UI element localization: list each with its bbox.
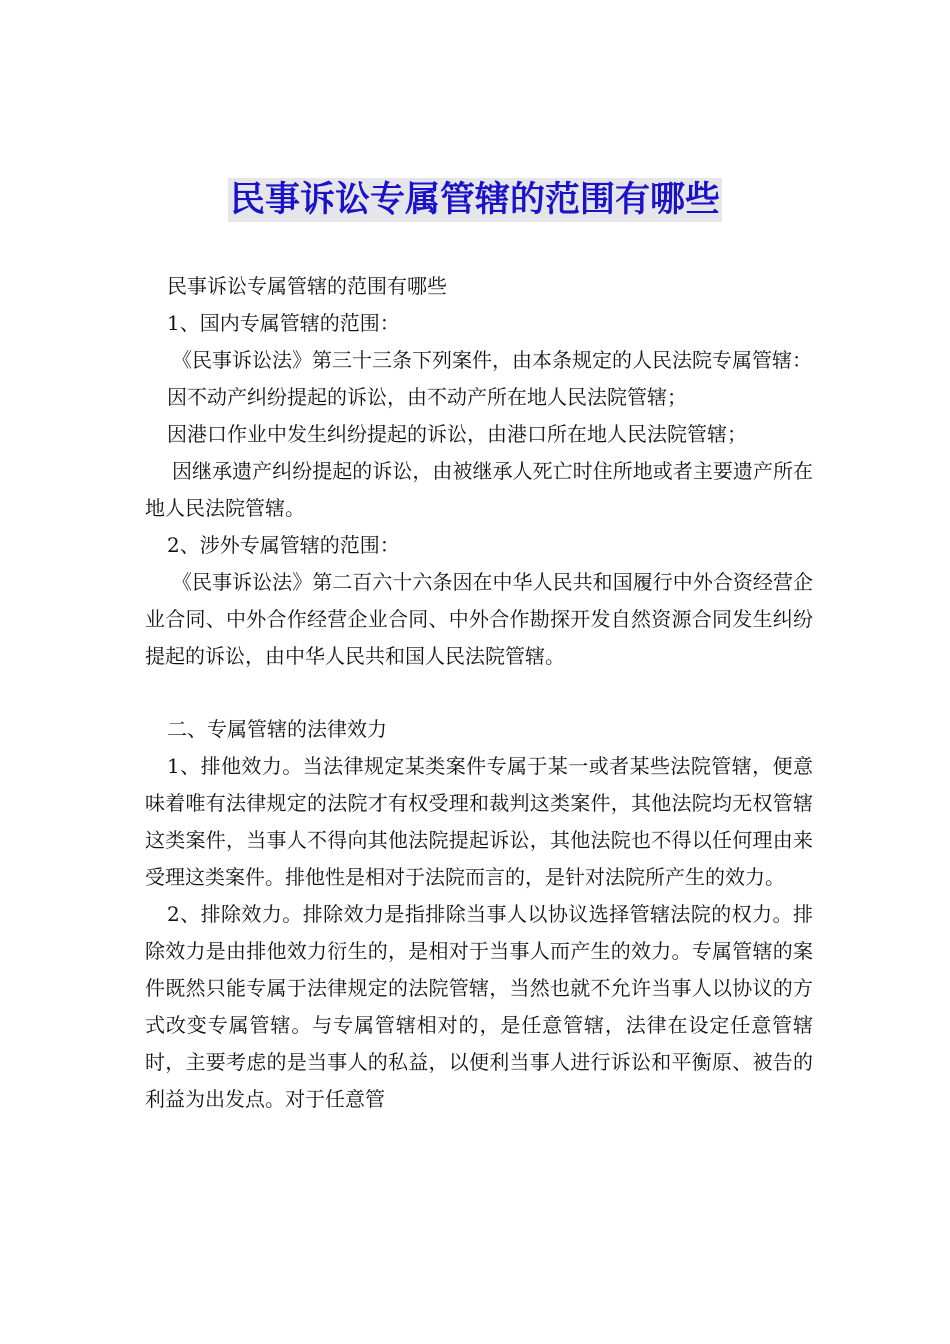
paragraph-foreign-scope: 2、涉外专属管辖的范围：: [167, 533, 400, 557]
paragraph-gap: [145, 675, 813, 711]
paragraph-real-estate: 因不动产纠纷提起的诉讼，由不动产所在地人民法院管辖；: [167, 385, 687, 409]
paragraph-article-266: 《民事诉讼法》第二百六十六条因在中华人民共和国履行中外合资经营企业合同、中外合作经营企业合同、中外合作勘探开发自然资源合同发生纠纷提起的诉讼，由中华人民共和国人民法院管辖。: [145, 570, 813, 668]
document-body: [145, 268, 813, 1118]
paragraph-inheritance: 因继承遗产纠纷提起的诉讼，由被继承人死亡时住所地或者主要遗产所在地人民法院管辖。: [145, 459, 813, 520]
paragraph-article-33: 《民事诉讼法》第三十三条下列案件，由本条规定的人民法院专属管辖：: [172, 348, 812, 372]
document-title: 民事诉讼专属管辖的范围有哪些: [229, 180, 720, 220]
paragraph-exclusive-effect: 1、排他效力。当法律规定某类案件专属于某一或者某些法院管辖，便意味着唯有法律规定的法院才有权受理和裁判这类案件，其他法院均无权管辖这类案件，当事人不得向其他法院提起诉讼，其他法院也不得以任何理由来受理这类案件。排他性是相对于法院而言的，是针对法院所产生的效力。: [145, 754, 813, 889]
paragraph-domestic-scope: 1、国内专属管辖的范围：: [167, 311, 400, 335]
paragraph-heading: 民事诉讼专属管辖的范围有哪些: [167, 274, 447, 298]
paragraph-exclusion-effect: 2、排除效力。排除效力是指排除当事人以协议选择管辖法院的权力。排除效力是由排他效力衍生的，是相对于当事人而产生的效力。专属管辖的案件既然只能专属于法律规定的法院管辖，当然也就不允许当事人以协议的方式改变专属管辖。与专属管辖相对的，是任意管辖，法律在设定任意管辖时，主要考虑的是当事人的私益，以便利当事人进行诉讼和平衡原、被告的利益为出发点。对于任意管: [145, 902, 813, 1111]
paragraph-section-two: 二、专属管辖的法律效力: [167, 717, 387, 741]
title-container: [0, 178, 950, 222]
paragraph-port: 因港口作业中发生纠纷提起的诉讼，由港口所在地人民法院管辖；: [167, 422, 747, 446]
